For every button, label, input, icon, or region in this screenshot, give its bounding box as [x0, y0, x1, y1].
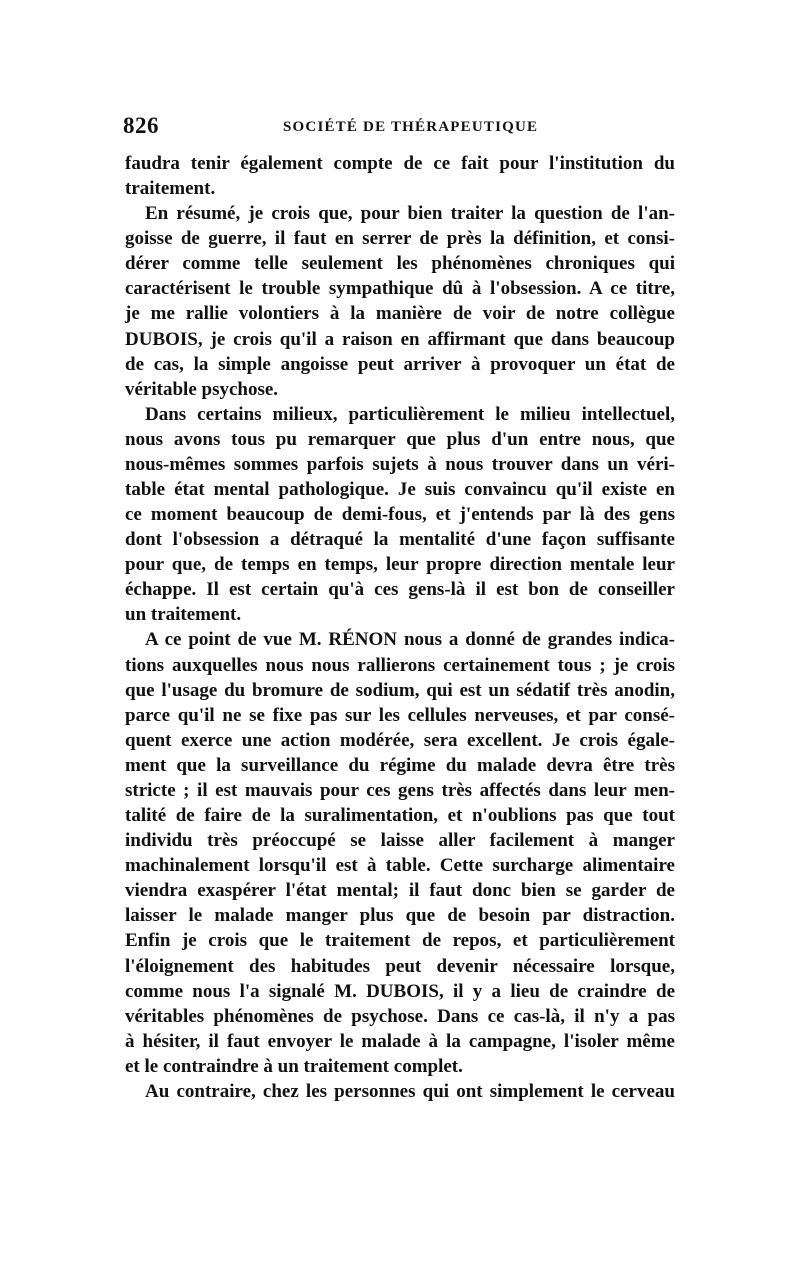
text-line: nous avons tous pu remarquer que plus d'un entre nous, que: [125, 428, 675, 450]
text-line: individu très préoccupé se laisse aller facilement à manger: [125, 830, 675, 852]
text-line: table état mental pathologique. Je suis convaincu qu'il existe en: [125, 479, 675, 501]
text-line: laisser le malade manger plus que de besoin par distraction.: [125, 905, 675, 927]
text-line: tions auxquelles nous nous rallierons certainement tous ; je crois: [125, 654, 675, 676]
text-line: talité de faire de la suralimentation, et n'oublions pas que tout: [125, 805, 675, 827]
text-line: pour que, de temps en temps, leur propre direction mentale leur: [125, 554, 675, 576]
text-line: à hésiter, il faut envoyer le malade à la campagne, l'isoler même: [125, 1030, 675, 1052]
text-line: Au contraire, chez les personnes qui ont simplement le cerveau: [145, 1080, 675, 1102]
text-line: parce qu'il ne se fixe pas sur les cellules nerveuses, et par consé-: [125, 704, 675, 726]
text-line: ce moment beaucoup de demi-fous, et j'entends par là des gens: [125, 504, 675, 526]
text-line: stricte ; il est mauvais pour ces gens très affectés dans leur men-: [125, 779, 675, 801]
text-line: viendra exaspérer l'état mental; il faut donc bien se garder de: [125, 880, 675, 902]
text-line: quent exerce une action modérée, sera excellent. Je crois égale-: [125, 729, 675, 751]
text-line: DUBOIS, je crois qu'il a raison en affirmant que dans beaucoup: [125, 328, 675, 350]
text-line: ment que la surveillance du régime du malade devra être très: [125, 754, 675, 776]
text-line: Enfin je crois que le traitement de repos, et particulièrement: [125, 930, 675, 952]
text-line: caractérisent le trouble sympathique dû à l'obsession. A ce titre,: [125, 278, 675, 300]
text-line: l'éloignement des habitudes peut devenir nécessaire lorsque,: [125, 955, 675, 977]
running-head: SOCIÉTÉ DE THÉRAPEUTIQUE: [283, 119, 539, 135]
text-line: un traitement.: [125, 604, 242, 626]
text-line: nous-mêmes sommes parfois sujets à nous trouver dans un véri-: [125, 453, 675, 475]
text-line: et le contraindre à un traitement complet.: [125, 1055, 463, 1077]
text-line: A ce point de vue M. RÉNON nous a donné de grandes indica-: [145, 629, 675, 651]
text-line: je me rallie volontiers à la manière de voir de notre collègue: [125, 303, 675, 325]
text-line: échappe. Il est certain qu'à ces gens-là il est bon de conseiller: [125, 579, 675, 601]
text-line: Dans certains milieux, particulièrement le milieu intellectuel,: [145, 403, 675, 425]
page-header: [123, 113, 675, 143]
page-number: 826: [123, 113, 159, 138]
text-line: véritables phénomènes de psychose. Dans ce cas-là, il n'y a pas: [125, 1005, 675, 1027]
text-line: goisse de guerre, il faut en serrer de près la définition, et consi-: [125, 228, 675, 250]
body-text: [125, 151, 675, 1104]
text-line: de cas, la simple angoisse peut arriver à provoquer un état de: [125, 353, 675, 375]
text-line: véritable psychose.: [125, 378, 279, 400]
text-line: que l'usage du bromure de sodium, qui est un sédatif très anodin,: [125, 679, 675, 701]
text-line: dérer comme telle seulement les phénomènes chroniques qui: [125, 253, 675, 275]
text-line: machinalement lorsqu'il est à table. Cette surcharge alimentaire: [125, 855, 675, 877]
text-line: traitement.: [125, 178, 216, 200]
text-line: faudra tenir également compte de ce fait pour l'institution du: [125, 153, 675, 174]
text-line: dont l'obsession a détraqué la mentalité d'une façon suffisante: [125, 529, 675, 551]
text-line: comme nous l'a signalé M. DUBOIS, il y a lieu de craindre de: [125, 980, 675, 1002]
text-line: En résumé, je crois que, pour bien traiter la question de l'an-: [145, 203, 675, 225]
